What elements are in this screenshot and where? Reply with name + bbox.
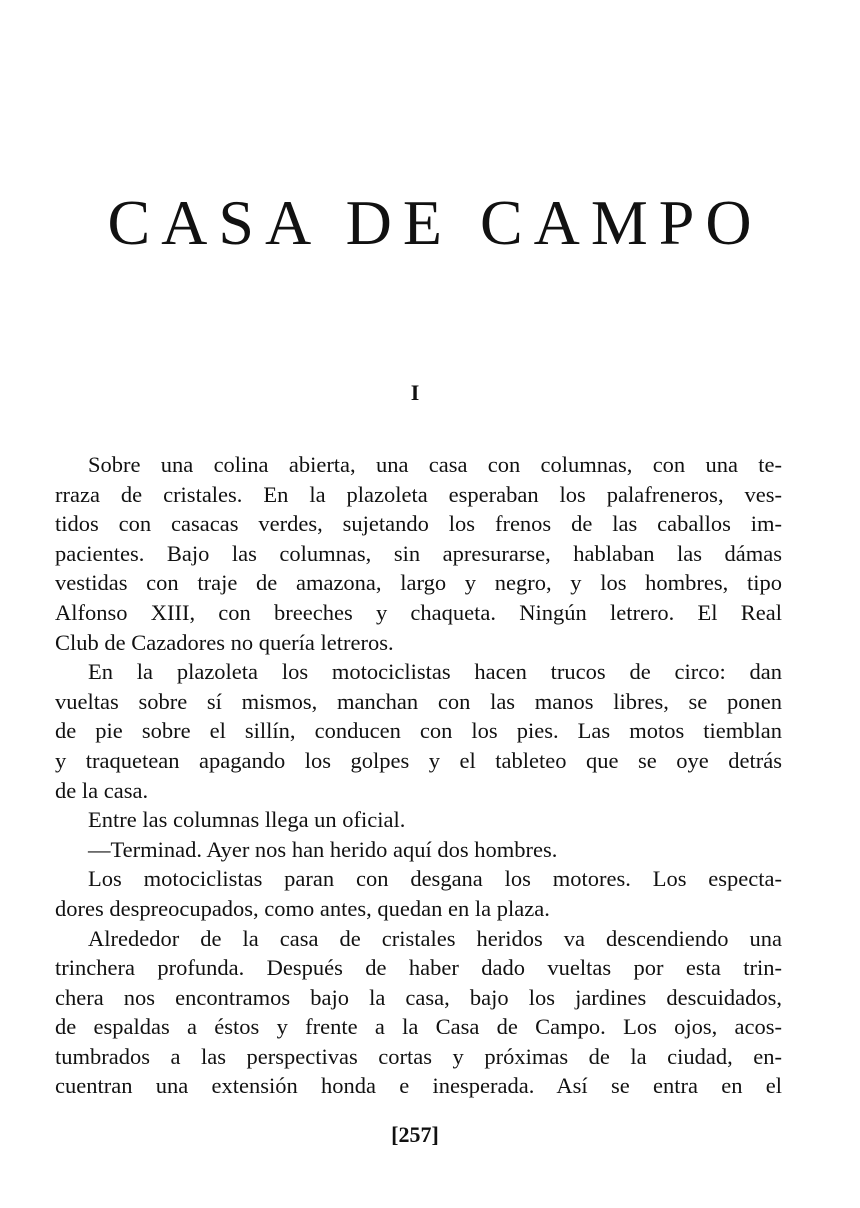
section-number: I — [410, 380, 420, 405]
text-line: Los motociclistas paran con desgana los motores. Los especta- — [88, 866, 782, 892]
text-line: de pie sobre el sillín, conducen con los pies. Las motos tiemblan — [55, 718, 782, 744]
text-line: tumbrados a las perspectivas cortas y próximas de la ciudad, en- — [55, 1043, 782, 1069]
page-number: [257] — [391, 1122, 439, 1147]
chapter-title: CASA DE CAMPO — [107, 186, 763, 258]
text-line: cuentran una extensión honda e inesperada. Así se entra en el — [55, 1073, 782, 1099]
text-line: —Terminad. Ayer nos han herido aquí dos hombres. — [88, 836, 558, 862]
text-line: trinchera profunda. Después de haber dado vueltas por esta trin- — [55, 955, 782, 981]
text-line: vueltas sobre sí mismos, manchan con las manos libres, se ponen — [55, 688, 782, 714]
text-line: Club de Cazadores no quería letreros. — [55, 629, 394, 655]
text-line: Alfonso XIII, con breeches y chaqueta. Ningún letrero. El Real — [55, 599, 782, 625]
text-line: Sobre una colina abierta, una casa con columnas, con una te- — [88, 452, 782, 477]
text-line: vestidas con traje de amazona, largo y negro, y los hombres, tipo — [55, 570, 782, 596]
text-line: rraza de cristales. En la plazoleta esperaban los palafreneros, ves- — [55, 481, 782, 507]
body-text — [55, 450, 782, 1101]
text-line: Alrededor de la casa de cristales heridos va descendiendo una — [88, 925, 782, 951]
text-line: de la casa. — [55, 777, 149, 803]
text-line: tidos con casacas verdes, sujetando los frenos de las caballos im- — [55, 511, 782, 537]
text-line: y traquetean apagando los golpes y el tableteo que se oye detrás — [55, 747, 782, 773]
text-line: dores despreocupados, como antes, quedan en la plaza. — [55, 895, 550, 921]
text-line: Entre las columnas llega un oficial. — [88, 807, 406, 833]
text-line: pacientes. Bajo las columnas, sin apresurarse, hablaban las dámas — [55, 540, 782, 566]
text-line: de espaldas a éstos y frente a la Casa de Campo. Los ojos, acos- — [55, 1014, 782, 1040]
text-line: chera nos encontramos bajo la casa, bajo los jardines descuidados, — [55, 984, 782, 1010]
text-line: En la plazoleta los motociclistas hacen trucos de circo: dan — [88, 659, 782, 685]
